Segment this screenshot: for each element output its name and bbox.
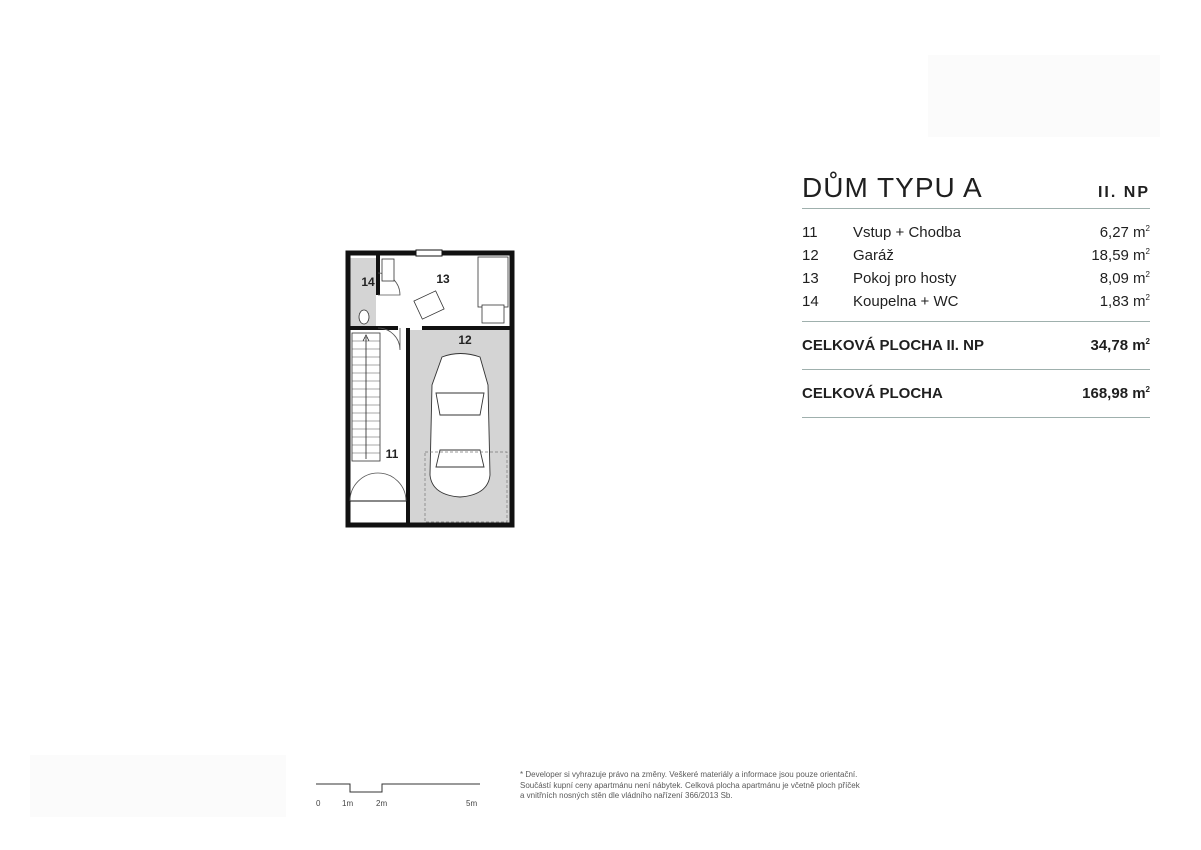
room-name: Vstup + Chodba: [853, 224, 961, 241]
toilet: [359, 310, 369, 324]
house-type-title: DŮM TYPU A: [802, 172, 983, 203]
bed-pillow: [482, 305, 504, 323]
plan-label-12: 12: [458, 333, 472, 347]
grand-total-value: 168,98 $m^2$: [1082, 385, 1150, 402]
plan-label-11: 11: [385, 447, 399, 461]
room-number: 14: [802, 293, 819, 310]
grand-total-row: [802, 370, 1150, 418]
room-area: 1,83 $m^2$: [1099, 293, 1150, 310]
room-list: [802, 209, 1150, 322]
car-outline: [430, 354, 490, 498]
entry-door-arc: [350, 473, 406, 501]
window-top: [416, 250, 442, 256]
floor-total-row: [802, 322, 1150, 370]
apartment-info-panel: [802, 172, 1150, 418]
room-area: 6,27 $m^2$: [1099, 224, 1150, 241]
faded-logo-area: [928, 55, 1160, 137]
door-13: [378, 328, 400, 350]
scale-tick-1m: 1m: [342, 799, 354, 808]
bathtub: [382, 259, 394, 281]
scale-tick-2m: 2m: [376, 799, 388, 808]
plan-label-14: 14: [361, 275, 375, 289]
floor-label: II. NP: [1097, 184, 1150, 201]
faded-footer-box: [30, 755, 286, 817]
room-row: [802, 290, 1150, 313]
plan-label-13: 13: [436, 272, 450, 286]
room-row: [802, 267, 1150, 290]
room-number: 11: [802, 224, 818, 241]
disclaimer-footnote: * Developer si vyhrazuje právo na změny. Veškeré materiály a informace jsou pouze orientační. Součástí kupní ceny apartmánu není nábytek. Celková plocha apartmánu je včetně ploch příček a vnitřních nosných stěn dle vládního nařízení 366/2013 Sb.: [520, 770, 860, 800]
room-number: 13: [802, 270, 819, 287]
floor-total-label: CELKOVÁ PLOCHA II. NP: [802, 337, 984, 354]
scale-line: [316, 784, 480, 792]
scale-tick-5m: 5m: [466, 799, 478, 808]
room-number: 12: [802, 247, 819, 264]
floor-plan: [340, 245, 520, 530]
armchair: [414, 291, 444, 319]
title-row: [802, 172, 1150, 209]
room-area: 8,09 $m^2$: [1099, 270, 1150, 287]
room-row: [802, 244, 1150, 267]
room-name: Garáž: [853, 247, 894, 264]
room-name: Koupelna + WC: [853, 293, 959, 310]
floor-total-value: 34,78 $m^2$: [1090, 337, 1150, 354]
grand-total-label: CELKOVÁ PLOCHA: [802, 385, 943, 402]
wardrobe: [478, 257, 508, 307]
room-area: 18,59 $m^2$: [1091, 247, 1150, 264]
scale-tick-0: 0: [316, 799, 321, 808]
room-name: Pokoj pro hosty: [853, 270, 957, 287]
room-row: [802, 221, 1150, 244]
scale-bar: [312, 780, 487, 812]
